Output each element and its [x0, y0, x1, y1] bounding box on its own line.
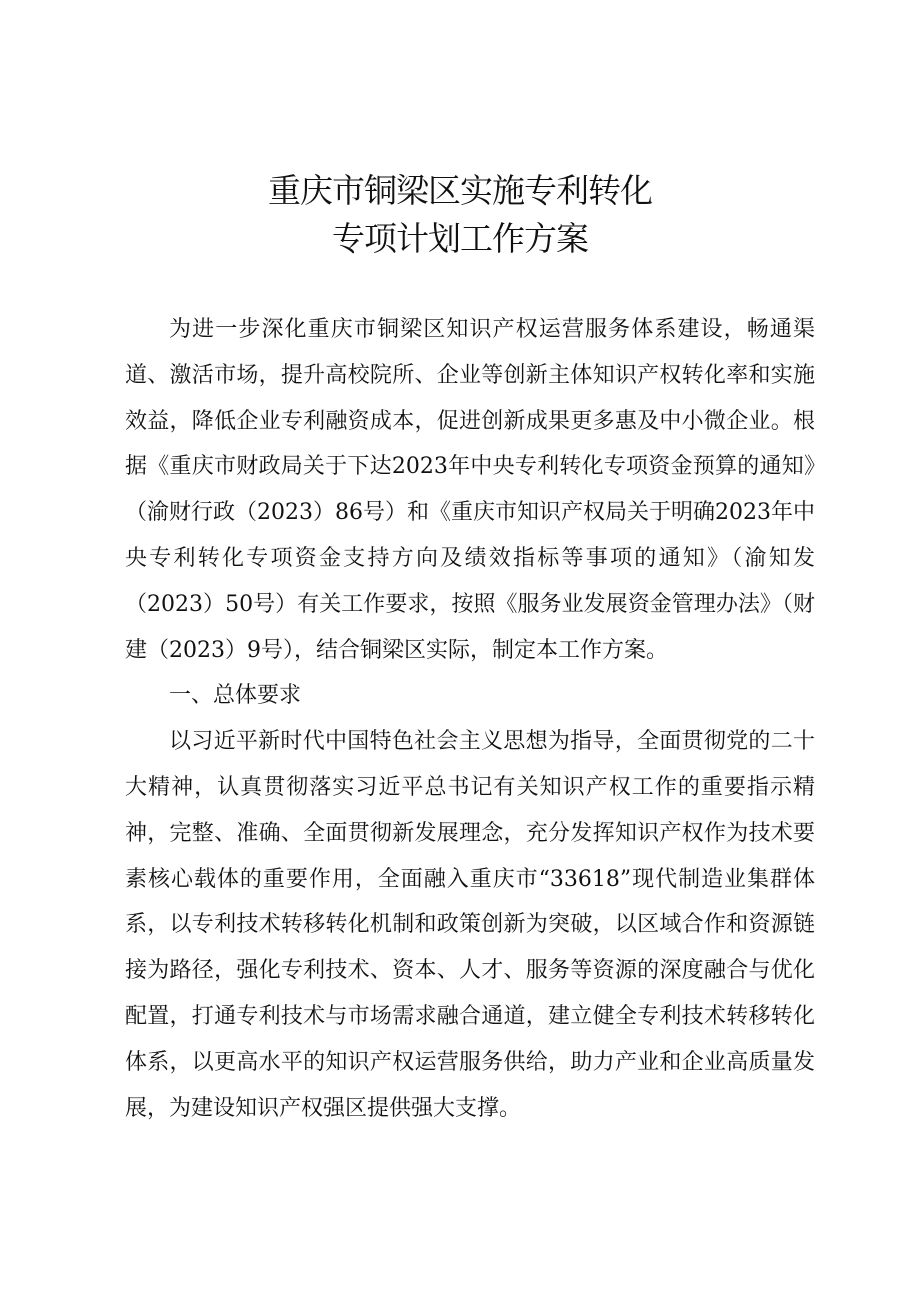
section-heading-general-requirements: 一、总体要求: [169, 683, 302, 709]
document-body: [125, 307, 815, 1131]
section-paragraph-general-requirements: 以习近平新时代中国特色社会主义思想为指导，全面贯彻党的二十大精神，认真贯彻落实习近平总书记有关知识产权工作的重要指示精神，完整、准确、全面贯彻新发展理念，充分发挥知识产权作为技术要素核心载体的重要作用，全面融入重庆市“33618”现代制造业集群体系，以专利技术转移转化机制和政策创新为突破，以区域合作和资源链接为路径，强化专利技术、资本、人才、服务等资源的深度融合与优化配置，打通专利技术与市场需求融合通道，建立健全专利技术转移转化体系，以更高水平的知识产权运营服务供给，助力产业和企业高质量发展，为建设知识产权强区提供强大支撑。: [125, 729, 815, 1121]
document-title-line-2: 专项计划工作方案: [332, 219, 588, 258]
intro-paragraph: 为进一步深化重庆市铜梁区知识产权运营服务体系建设，畅通渠道、激活市场，提升高校院所、企业等创新主体知识产权转化率和实施效益，降低企业专利融资成本，促进创新成果更多惠及中小微企业。根据《重庆市财政局关于下达2023年中央专利转化专项资金预算的通知》（渝财行政（2023）86号）和《重庆市知识产权局关于明确2023年中央专利转化专项资金支持方向及绩效指标等事项的通知》（渝知发（2023）50号）有关工作要求，按照《服务业发展资金管理办法》（财建（2023）9号），结合铜梁区实际，制定本工作方案。: [125, 317, 815, 663]
document-title-line-1: 重庆市铜梁区实施专利转化: [268, 171, 652, 210]
